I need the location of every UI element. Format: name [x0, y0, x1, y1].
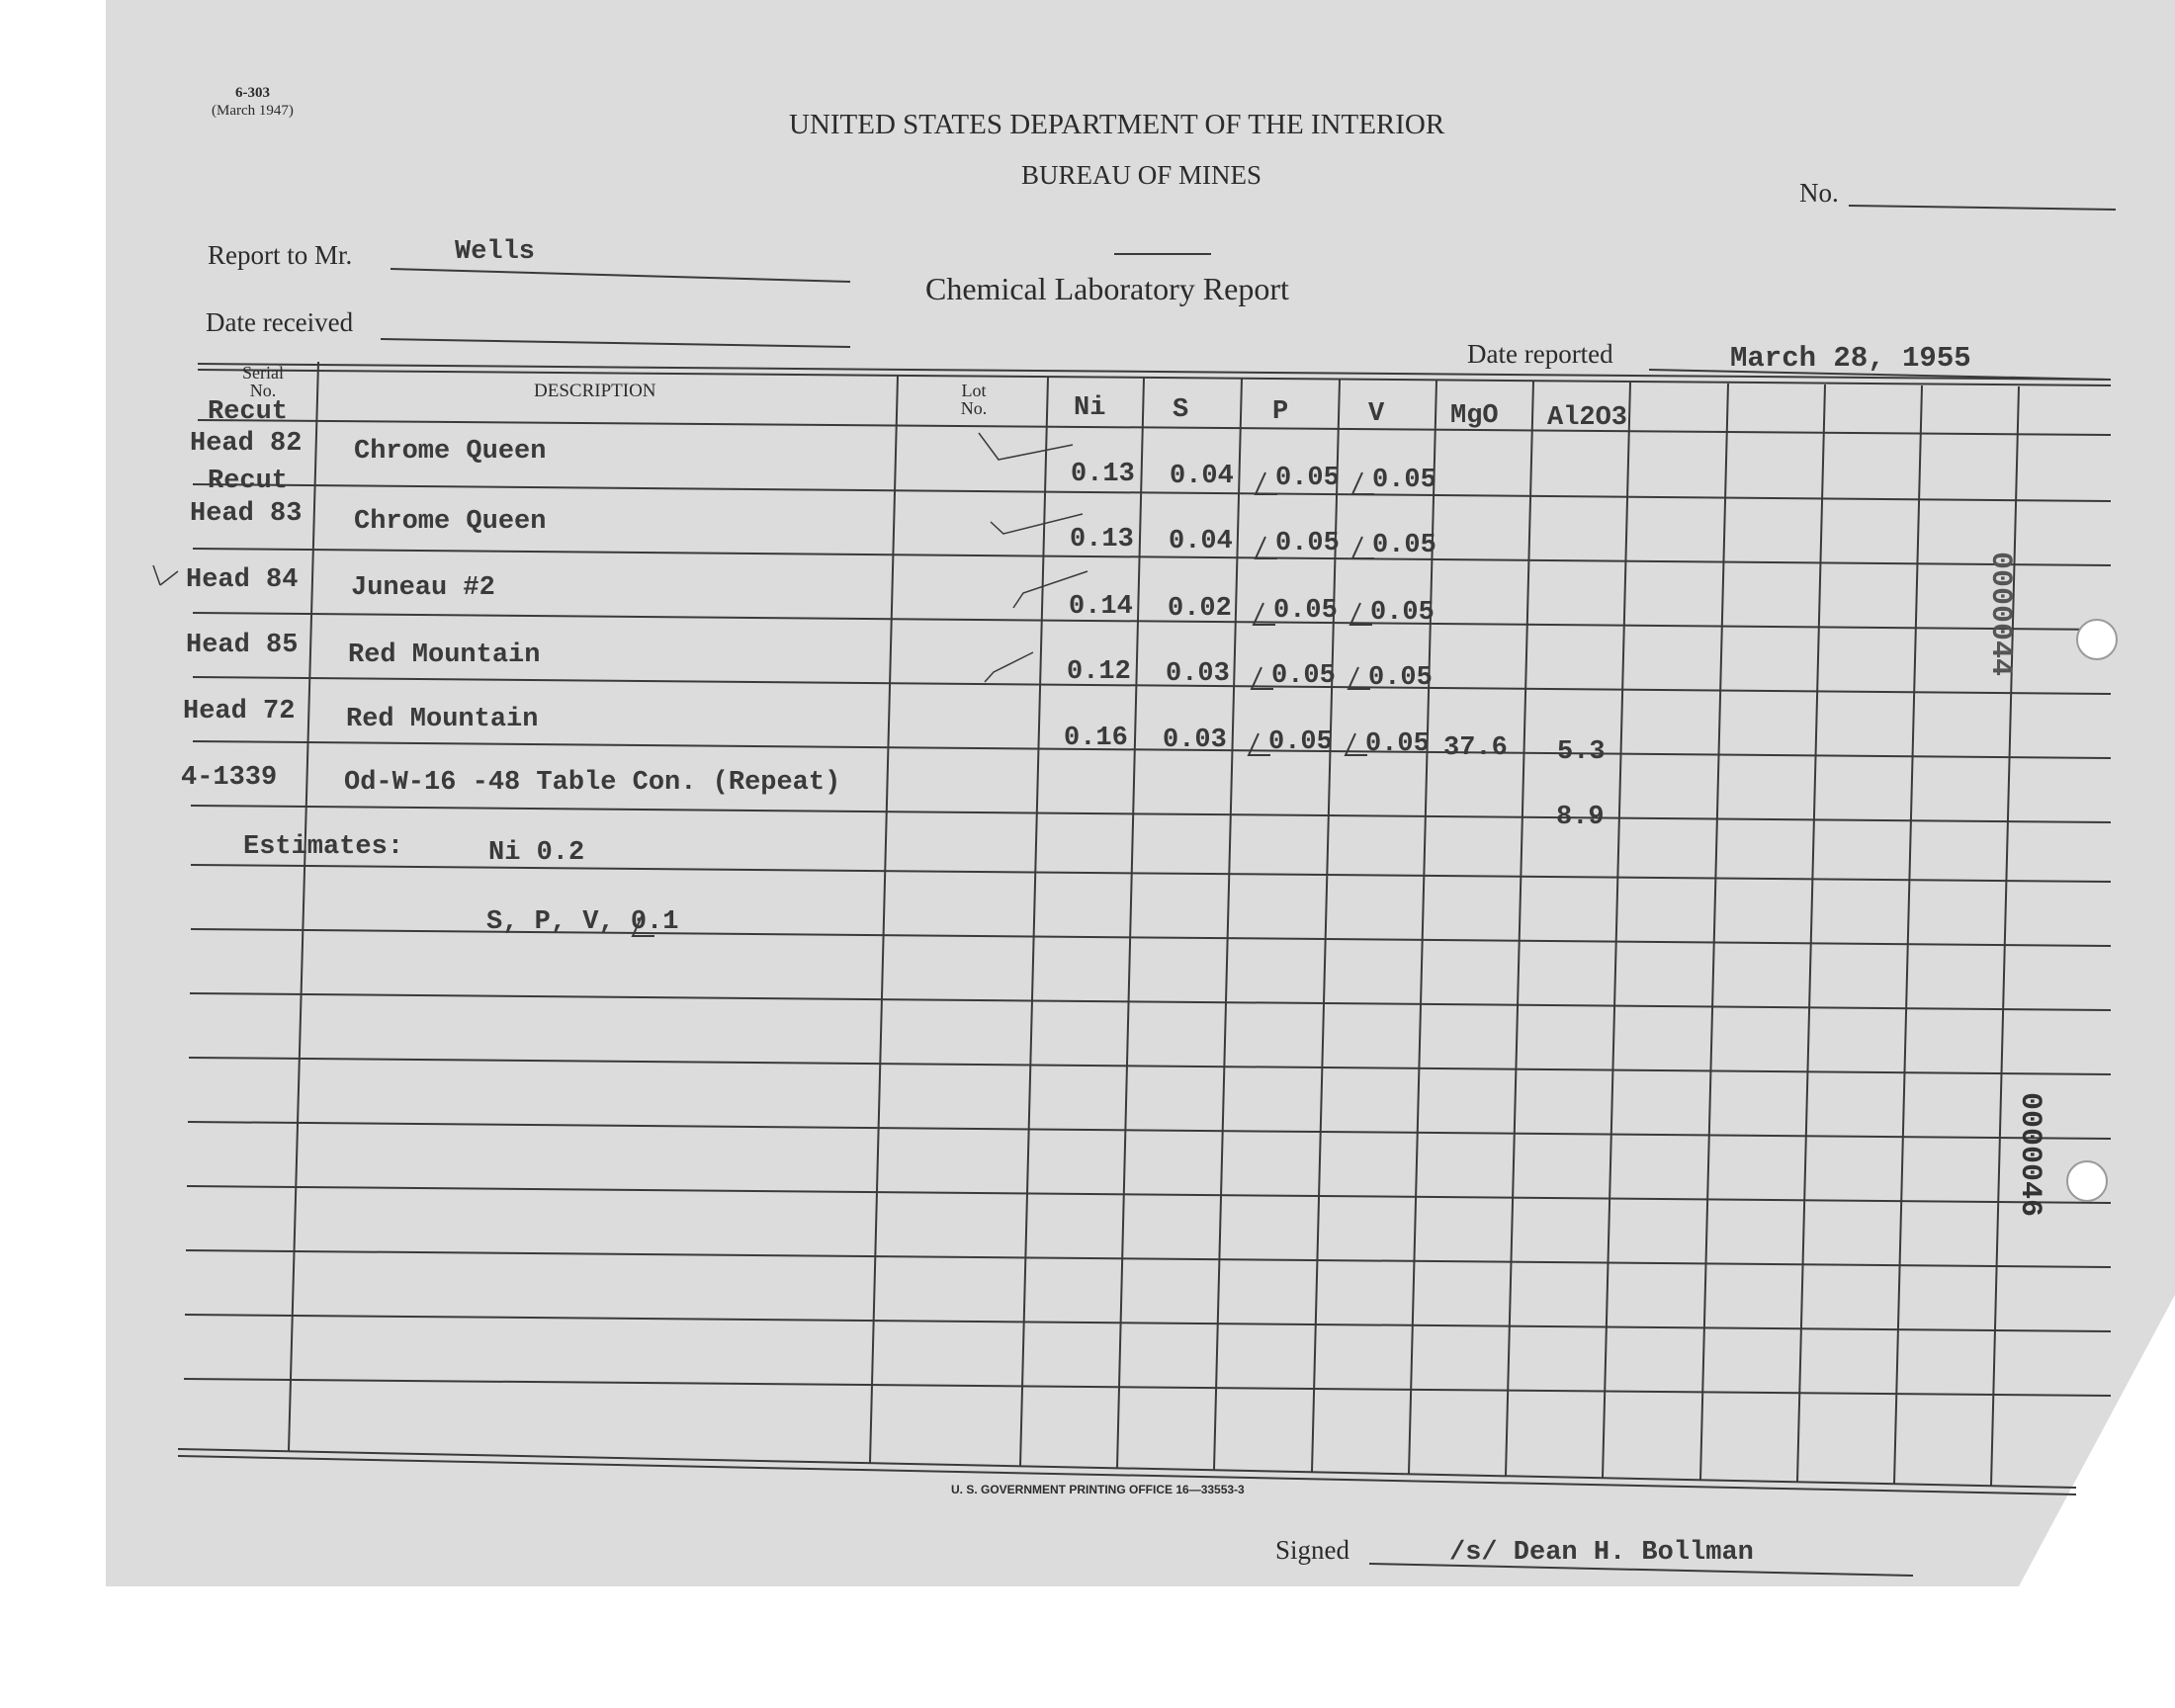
- s-cell: 0.03: [1163, 726, 1227, 755]
- bureau-title: BUREAU OF MINES: [1021, 160, 1262, 190]
- col-s-heading: S: [1173, 395, 1189, 425]
- description-cell: Juneau #2: [351, 573, 495, 603]
- report-title: Chemical Laboratory Report: [925, 271, 1289, 306]
- ni-cell: 0.16: [1064, 724, 1128, 753]
- v-cell: 0.05: [1365, 729, 1430, 759]
- p-cell: 0.05: [1271, 661, 1336, 691]
- date-received-label: Date received: [206, 307, 354, 337]
- date-reported-label: Date reported: [1467, 339, 1613, 369]
- p-cell: 0.05: [1268, 727, 1333, 757]
- p-cell: 0.05: [1275, 464, 1340, 493]
- printing-office-line: U. S. GOVERNMENT PRINTING OFFICE 16—33553-3: [951, 1483, 1245, 1496]
- mgo-cell: 37.6: [1443, 733, 1508, 763]
- v-cell: 0.05: [1372, 531, 1436, 560]
- s-cell: 0.03: [1166, 659, 1230, 689]
- description-cell: Chrome Queen: [354, 507, 547, 537]
- s-cell: 0.04: [1170, 462, 1234, 491]
- serial-cell: Head 85: [186, 631, 299, 660]
- report-to-label: Report to Mr.: [208, 240, 353, 270]
- date-reported-value: March 28, 1955: [1730, 342, 1971, 375]
- ni-cell: 0.14: [1069, 592, 1133, 622]
- al2o3-cell: 5.3: [1557, 737, 1606, 767]
- serial-cell: Recut: [208, 467, 289, 496]
- al2o3-cell: 8.9: [1556, 803, 1605, 832]
- signed-label: Signed: [1275, 1535, 1350, 1565]
- serial-cell: 4-1339: [181, 763, 278, 793]
- p-cell: 0.05: [1273, 596, 1338, 626]
- description-cell: Red Mountain: [348, 640, 541, 670]
- description-cell: Red Mountain: [346, 705, 539, 734]
- signature-value: /s/ Dean H. Bollman: [1449, 1538, 1754, 1568]
- col-ni-heading: Ni: [1074, 393, 1106, 423]
- serial-cell: Head 83: [190, 499, 303, 529]
- serial-cell: Head 82: [190, 429, 303, 459]
- col-p-heading: P: [1272, 397, 1289, 427]
- report-to-value: Wells: [455, 237, 536, 267]
- ni-cell: 0.13: [1070, 525, 1134, 555]
- description-heading: DESCRIPTION: [534, 381, 656, 401]
- s-cell: 0.04: [1169, 527, 1233, 556]
- col-v-heading: V: [1368, 399, 1385, 429]
- serial-cell: Recut: [208, 397, 289, 427]
- punch-hole-top: [2076, 619, 2118, 660]
- no-label: No.: [1799, 178, 1839, 208]
- col-mgo-heading: MgO: [1450, 401, 1499, 431]
- v-cell: 0.05: [1368, 663, 1433, 693]
- p-cell: 0.05: [1275, 529, 1340, 558]
- col-al2o3-heading: Al2O3: [1547, 403, 1628, 433]
- side-stamp-number-bottom: 0000046: [2013, 1092, 2046, 1218]
- s-cell: 0.02: [1168, 594, 1232, 624]
- v-cell: 0.05: [1370, 598, 1435, 628]
- form-date: (March 1947): [212, 103, 294, 119]
- serial-no-heading: Serial No.: [242, 363, 284, 400]
- form-number: 6-303: [235, 85, 270, 101]
- lot-no-heading: Lot No.: [960, 381, 988, 418]
- punch-hole-bottom: [2066, 1160, 2108, 1202]
- estimates-line-2: S, P, V, 0.1: [486, 907, 679, 937]
- serial-cell: Head 84: [186, 565, 299, 595]
- department-title: UNITED STATES DEPARTMENT OF THE INTERIOR: [789, 109, 1445, 140]
- side-stamp-number-top: 0000044: [1983, 552, 2017, 677]
- description-cell: Od-W-16 -48 Table Con. (Repeat): [344, 768, 841, 798]
- ni-cell: 0.12: [1067, 657, 1131, 687]
- estimates-label: Estimates:: [243, 832, 404, 862]
- v-cell: 0.05: [1372, 466, 1436, 495]
- estimates-line-1: Ni 0.2: [488, 838, 585, 868]
- serial-cell: Head 72: [183, 697, 296, 726]
- ni-cell: 0.13: [1071, 460, 1135, 489]
- description-cell: Chrome Queen: [354, 437, 547, 467]
